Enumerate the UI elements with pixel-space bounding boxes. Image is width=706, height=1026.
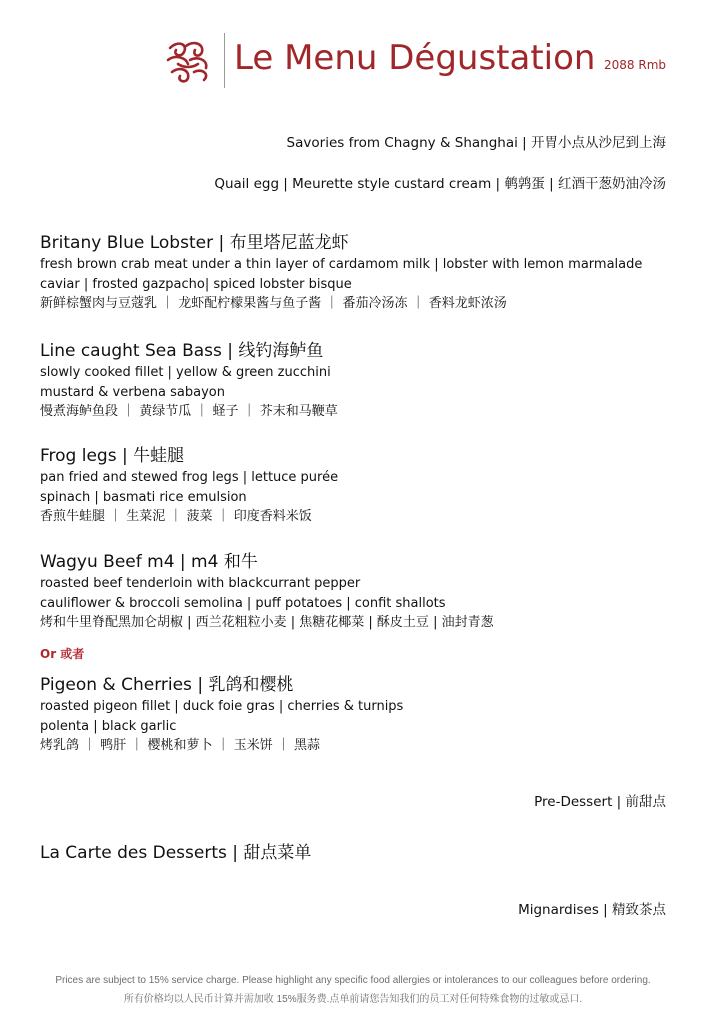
- course-description: mustard & verbena sabayon: [40, 384, 225, 400]
- course-description-chinese: 慢煮海鲈鱼段 ｜ 黄绿节瓜 ｜ 蛏子 ｜ 芥末和马鞭草: [40, 404, 338, 419]
- menu-price: 2088 Rmb: [604, 58, 666, 72]
- mignardises-line: Mignardises | 精致茶点: [518, 902, 666, 918]
- header-divider: [224, 33, 225, 88]
- course-title: Frog legs | 牛蛙腿: [40, 446, 185, 466]
- course-title: Britany Blue Lobster | 布里塔尼蓝龙虾: [40, 233, 349, 253]
- course-pigeon: [40, 673, 670, 756]
- course-lobster: [40, 231, 670, 314]
- course-title: Wagyu Beef m4 | m4 和牛: [40, 552, 258, 572]
- course-description: roasted pigeon fillet | duck foie gras | cherries & turnips: [40, 699, 404, 714]
- footer-note-english: Prices are subject to 15% service charge. Please highlight any specific food allergies or intolerances to our colleagues before ordering.: [55, 975, 651, 986]
- pre-dessert-line: Pre-Dessert | 前甜点: [534, 794, 666, 810]
- course-description-chinese: 新鲜棕蟹肉与豆蔻乳 ｜ 龙虾配柠檬果酱与鱼子酱 ｜ 番茄冷汤冻 ｜ 香料龙虾浓汤: [40, 296, 507, 311]
- course-sea-bass: [40, 339, 670, 422]
- course-description-chinese: 烤乳鸽 ｜ 鸭肝 ｜ 樱桃和萝卜 ｜ 玉米饼 ｜ 黑蒜: [40, 738, 321, 753]
- course-frog-legs: [40, 444, 670, 527]
- course-description: roasted beef tenderloin with blackcurrant pepper: [40, 576, 361, 591]
- course-title: Pigeon & Cherries | 乳鸽和樱桃: [40, 675, 294, 695]
- footer-note-chinese: 所有价格均以人民币计算并需加收 15%服务费.点单前请您告知我们的员工对任何特殊食物的过敏或忌口.: [123, 994, 583, 1005]
- course-description-chinese: 香煎牛蛙腿 ｜ 生菜泥 ｜ 菠菜 ｜ 印度香料米饭: [40, 509, 312, 524]
- swirl-logo-icon: [164, 38, 214, 84]
- quail-egg-line: Quail egg | Meurette style custard cream | 鹌鹑蛋 | 红酒干葱奶油冷汤: [214, 176, 666, 192]
- course-description-chinese: 烤和牛里脊配黑加仑胡椒 | 西兰花粗粒小麦 | 焦糖花椰菜 | 酥皮土豆 | 油封青葱: [40, 615, 494, 630]
- course-description: polenta | black garlic: [40, 718, 177, 734]
- course-title: Line caught Sea Bass | 线钓海鲈鱼: [40, 341, 324, 361]
- savories-line: Savories from Chagny & Shanghai | 开胃小点从沙尼到上海: [286, 135, 666, 151]
- menu-title: Le Menu Dégustation: [234, 38, 596, 78]
- course-description: slowly cooked fillet | yellow & green zucchini: [40, 365, 331, 380]
- course-description: pan fried and stewed frog legs | lettuce purée: [40, 470, 339, 485]
- desserts-heading: La Carte des Desserts | 甜点菜单: [40, 843, 312, 863]
- course-description: cauliflower & broccoli semolina | puff potatoes | confit shallots: [40, 595, 446, 611]
- course-description: fresh brown crab meat under a thin layer of cardamom milk | lobster with lemon marmalade: [40, 257, 643, 272]
- course-wagyu-beef: [40, 550, 670, 633]
- course-description: caviar | frosted gazpacho| spiced lobster bisque: [40, 276, 352, 292]
- course-description: spinach | basmati rice emulsion: [40, 489, 247, 505]
- or-label: Or 或者: [40, 647, 85, 661]
